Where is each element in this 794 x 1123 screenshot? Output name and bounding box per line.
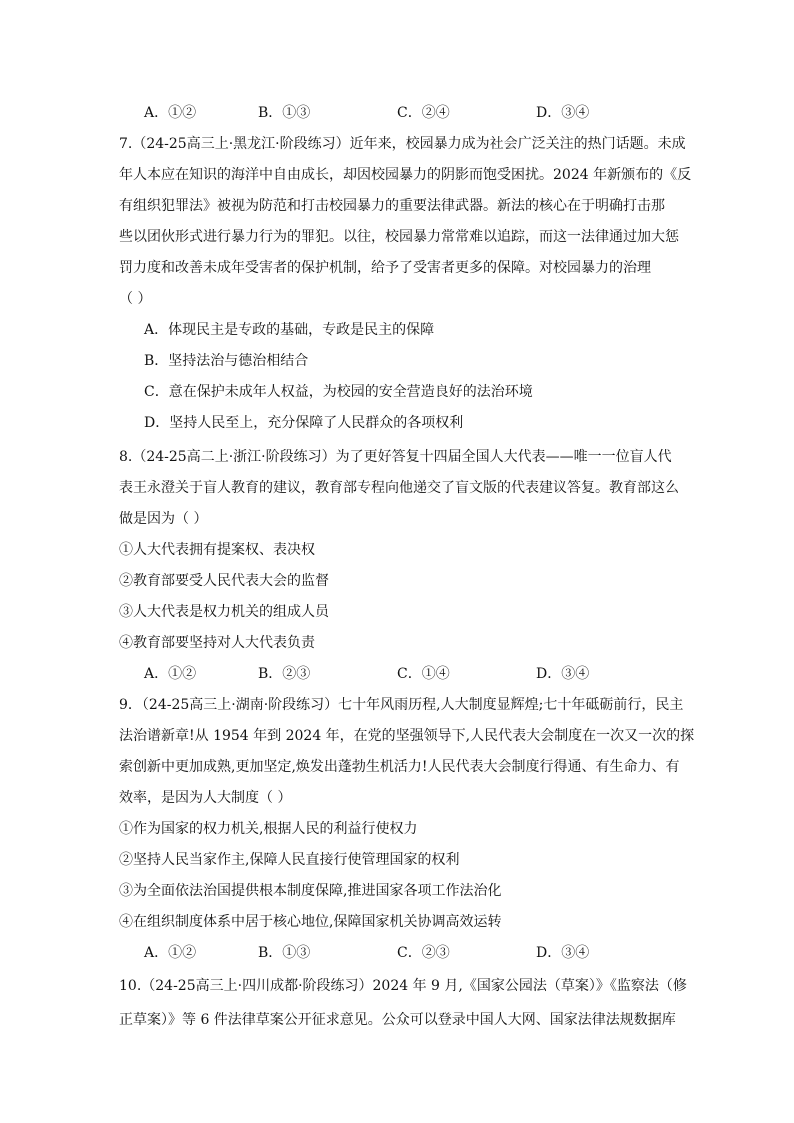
q7-line: 有组织犯罪法》被视为防范和打击校园暴力的重要法律武器。新法的核心在于明确打击那 [119,198,665,214]
q9-line: 效率，是因为人大制度（ ） [119,790,292,806]
q7-choice-a: A．体现民主是专政的基础，专政是民主的保障 [144,322,435,338]
option-b: B．①③ [258,105,311,121]
option-d: D．③④ [536,945,590,961]
q8-line: 8.（24-25高二上·浙江·阶段练习）为了更好答复十四届全国人大代表——唯一一位盲人代 [119,449,672,465]
q9-line: 索创新中更加成熟,更加坚定,焕发出蓬勃生机活力!人民代表大会制度行得通、有生命力、有 [119,759,680,775]
option-b: B．①③ [258,945,311,961]
q8-item: ④教育部要坚持对人大代表负责 [119,635,315,651]
q8-line: 做是因为（ ） [119,511,208,527]
q9-line: 9．（24-25高三上·湖南·阶段练习）七十年风雨历程,人大制度显辉煌;七十年砥砺前行，民主 [119,697,684,713]
q9-item: ④在组织制度体系中居于核心地位,保障国家机关协调高效运转 [119,914,502,930]
q7-line: 罚力度和改善未成年受害者的保护机制，给予了受害者更多的保障。对校园暴力的治理 [119,260,651,276]
q7-line: 年人本应在知识的海洋中自由成长，却因校园暴力的阴影而饱受困扰。2024 年新颁布的《反 [119,167,692,183]
q9-item: ①作为国家的权力机关,根据人民的利益行使权力 [119,821,418,837]
option-a: A．①② [144,945,197,961]
q7-line: 些以团伙形式进行暴力行为的罪犯。以往，校园暴力常常难以追踪，而这一法律通过加大惩 [119,229,679,245]
option-b: B．②③ [258,666,311,682]
option-c: C．②③ [397,945,450,961]
q7-answer-blank: （ ） [119,291,152,307]
option-a: A．①② [144,666,197,682]
q7-choice-c: C．意在保护未成年人权益，为校园的安全营造良好的法治环境 [144,384,533,400]
q8-item: ①人大代表拥有提案权、表决权 [119,542,315,558]
q9-line: 法治谱新章!从 1954 年到 2024 年，在党的坚强领导下,人民代表大会制度在一次又一次的探 [119,728,695,744]
q9-item: ②坚持人民当家作主,保障人民直接行使管理国家的权利 [119,852,460,868]
q7-choice-b: B．坚持法治与德治相结合 [144,353,309,369]
q8-item: ③人大代表是权力机关的组成人员 [119,604,329,620]
q10-line: 10.（24-25高三上·四川成都·阶段练习）2024 年 9 月,《国家公园法（草案）》《监察法（修 [119,978,687,994]
option-c: C．①④ [397,666,450,682]
q7-line: 7.（24-25高三上·黑龙江·阶段练习）近年来，校园暴力成为社会广泛关注的热门话题。未成 [119,136,686,152]
option-d: D．③④ [536,666,590,682]
option-a: A．①② [144,105,197,121]
q10-line: 正草案）》等 6 件法律草案公开征求意见。公众可以登录中国人大网、国家法律法规数据库 [119,1012,676,1028]
q7-choice-d: D．坚持人民至上，充分保障了人民群众的各项权利 [144,415,464,431]
q8-item: ②教育部要受人民代表大会的监督 [119,573,329,589]
q8-line: 表王永澄关于盲人教育的建议，教育部专程向他递交了盲文版的代表建议答复。教育部这么 [119,480,679,496]
option-c: C．②④ [397,105,450,121]
option-d: D．③④ [536,105,590,121]
q9-item: ③为全面依法治国提供根本制度保障,推进国家各项工作法治化 [119,883,502,899]
